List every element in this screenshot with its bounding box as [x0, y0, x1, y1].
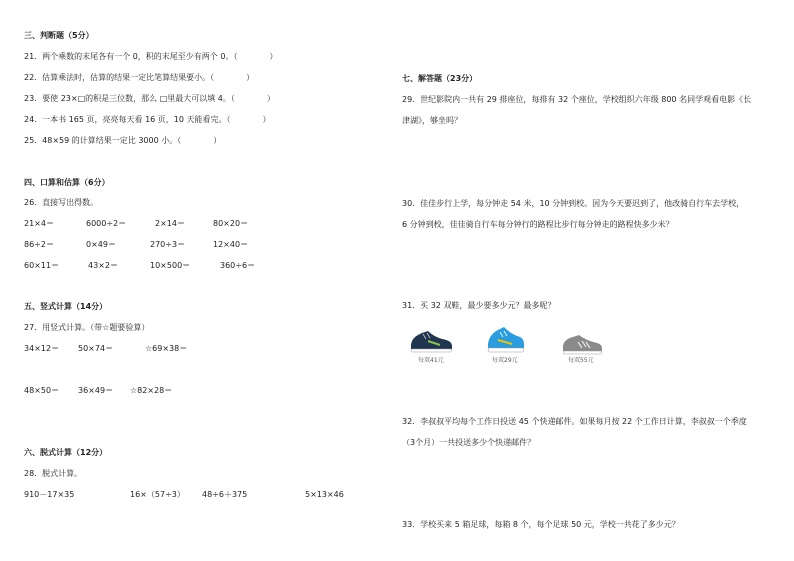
vertical-calc: 36×49＝: [78, 386, 114, 395]
question-29-line2: 津湖》，够坐吗？: [402, 116, 462, 125]
mental-calc: 270÷3＝: [150, 240, 186, 249]
mental-calc: 43×2＝: [88, 261, 118, 270]
question-32-line2: （3个月）一共投送多少个快递邮件？: [402, 438, 536, 447]
vertical-calc: 34×12＝: [24, 344, 60, 353]
sneaker-icon: [484, 322, 526, 356]
section7-heading: 七、解答题（23分）: [402, 74, 478, 83]
question-27: 27．用竖式计算。（带☆题要验算）: [24, 323, 150, 332]
section3-heading: 三、判断题（5分）: [24, 31, 94, 40]
mental-calc: 2×14＝: [155, 219, 185, 228]
mental-calc: 12×40＝: [213, 240, 249, 249]
expression: 910－17×35: [24, 490, 75, 499]
question-21: 21．两个乘数的末尾各有一个 0，积的末尾至少有两个 0。（ ）: [24, 52, 278, 61]
mental-calc: 60×11＝: [24, 261, 60, 270]
mental-calc: 6000÷2＝: [86, 219, 127, 228]
expression: 5×13×46: [305, 490, 344, 499]
section5-heading: 五、竖式计算（14分）: [24, 302, 108, 311]
section4-heading: 四、口算和估算（6分）: [24, 178, 110, 187]
vertical-calc: ☆69×38＝: [145, 344, 188, 353]
section6-heading: 六、脱式计算（12分）: [24, 448, 108, 457]
vertical-calc: 48×50＝: [24, 386, 60, 395]
question-24: 24．一本书 165 页，亮亮每天看 16 页，10 天能看完。（ ）: [24, 115, 271, 124]
vertical-calc: 50×74＝: [78, 344, 114, 353]
mental-calc: 21×4＝: [24, 219, 54, 228]
shoe-price: 每双41元: [418, 357, 444, 364]
sneaker-icon: [408, 327, 454, 355]
expression: 16×（57÷3）: [130, 490, 185, 499]
question-33: 33．学校买来 5 箱足球，每箱 8 个，每个足球 50 元，学校一共花了多少元？: [402, 520, 680, 529]
question-30-line2: 6 分钟到校，佳佳骑自行车每分钟行的路程比步行每分钟走的路程快多少米？: [402, 220, 674, 229]
sneaker-icon: [560, 332, 604, 356]
shoe-price: 每双55元: [568, 357, 594, 364]
shoe-price: 每双29元: [492, 357, 518, 364]
question-22: 22．估算乘法时，估算的结果一定比笔算结果要小。（ ）: [24, 73, 255, 82]
vertical-calc: ☆82×28＝: [130, 386, 173, 395]
question-28: 28．脱式计算。: [24, 469, 83, 478]
question-32-line1: 32．李叔叔平均每个工作日投送 45 个快递邮件。如果每月按 22 个工作日计算，李叔叔一个季度: [402, 417, 747, 426]
mental-calc: 10×500＝: [150, 261, 191, 270]
mental-calc: 0×49＝: [86, 240, 116, 249]
question-26: 26．直接写出得数。: [24, 198, 99, 207]
mental-calc: 86÷2＝: [24, 240, 54, 249]
expression: 48÷6＋375: [202, 490, 248, 499]
mental-calc: 360÷6＝: [220, 261, 256, 270]
question-29-line1: 29．世纪影院内一共有 29 排座位，每排有 32 个座位，学校组织六年级 800 名同学观看电影《长: [402, 95, 752, 104]
question-31: 31．买 32 双鞋，最少要多少元？最多呢？: [402, 301, 556, 310]
question-23: 23．要使 23×□的积是三位数，那么 □里最大可以填 4。（ ）: [24, 94, 275, 103]
question-30-line1: 30．佳佳步行上学，每分钟走 54 米，10 分钟到校。因为今天要迟到了，他改骑自行车去学校，: [402, 199, 745, 208]
mental-calc: 80×20＝: [213, 219, 249, 228]
question-25: 25．48×59 的计算结果一定比 3000 小。（ ）: [24, 136, 222, 145]
